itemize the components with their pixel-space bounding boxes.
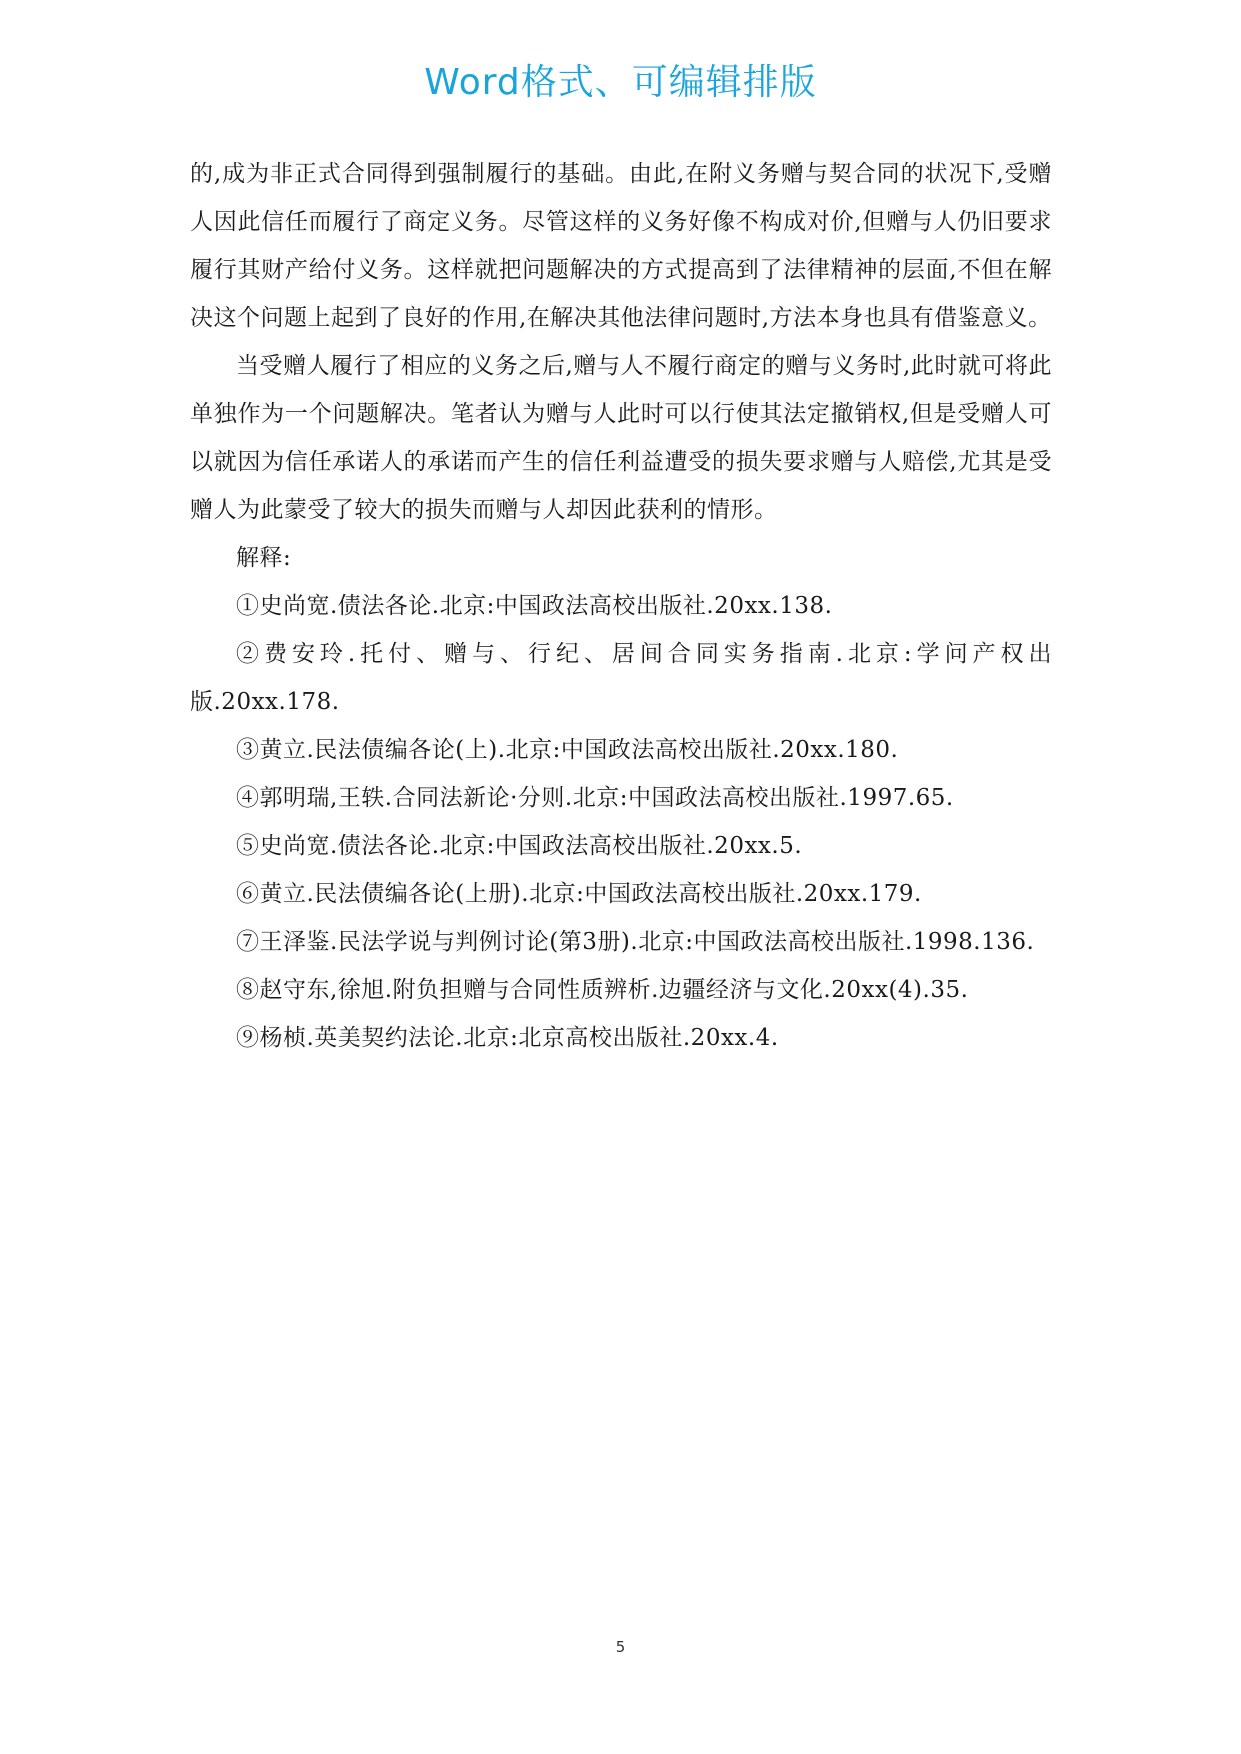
notes-label: 解释: (236, 545, 292, 571)
page-header-title: Word格式、可编辑排版 (424, 62, 817, 103)
note-item-1: ①史尚宽.债法各论.北京:中国政法高校出版社.20xx.138. (236, 593, 833, 619)
document-body (190, 150, 1052, 1062)
page-number: 5 (615, 1638, 626, 1656)
note-item-3: ③黄立.民法债编各论(上).北京:中国政法高校出版社.20xx.180. (236, 737, 899, 763)
body-paragraph-1: 的,成为非正式合同得到强制履行的基础。由此,在附义务赠与契合同的状况下,受赠人因此信任而履行了商定义务。尽管这样的义务好像不构成对价,但赠与人仍旧要求履行其财产给付义务。这样就把问题解决的方式提高到了法律精神的层面,不但在解决这个问题上起到了良好的作用,在解决其他法律问题时,方法本身也具有借鉴意义。 (190, 161, 1052, 331)
body-paragraph-2: 当受赠人履行了相应的义务之后,赠与人不履行商定的赠与义务时,此时就可将此单独作为一个问题解决。笔者认为赠与人此时可以行使其法定撤销权,但是受赠人可以就因为信任承诺人的承诺而产生的信任利益遭受的损失要求赠与人赔偿,尤其是受赠人为此蒙受了较大的损失而赠与人却因此获利的情形。 (190, 353, 1052, 523)
note-item-8: ⑧赵守东,徐旭.附负担赠与合同性质辨析.边疆经济与文化.20xx(4).35. (236, 977, 969, 1003)
note-item-9: ⑨杨桢.英美契约法论.北京:北京高校出版社.20xx.4. (236, 1025, 779, 1051)
note-item-7: ⑦王泽鉴.民法学说与判例讨论(第3册).北京:中国政法高校出版社.1998.136. (236, 929, 1035, 955)
note-item-2: ②费安玲.托付、赠与、行纪、居间合同实务指南.北京:学问产权出版.20xx.178. (190, 641, 1052, 715)
note-item-5: ⑤史尚宽.债法各论.北京:中国政法高校出版社.20xx.5. (236, 833, 803, 859)
note-item-6: ⑥黄立.民法债编各论(上册).北京:中国政法高校出版社.20xx.179. (236, 881, 922, 907)
note-item-4: ④郭明瑞,王轶.合同法新论·分则.北京:中国政法高校出版社.1997.65. (236, 785, 954, 811)
